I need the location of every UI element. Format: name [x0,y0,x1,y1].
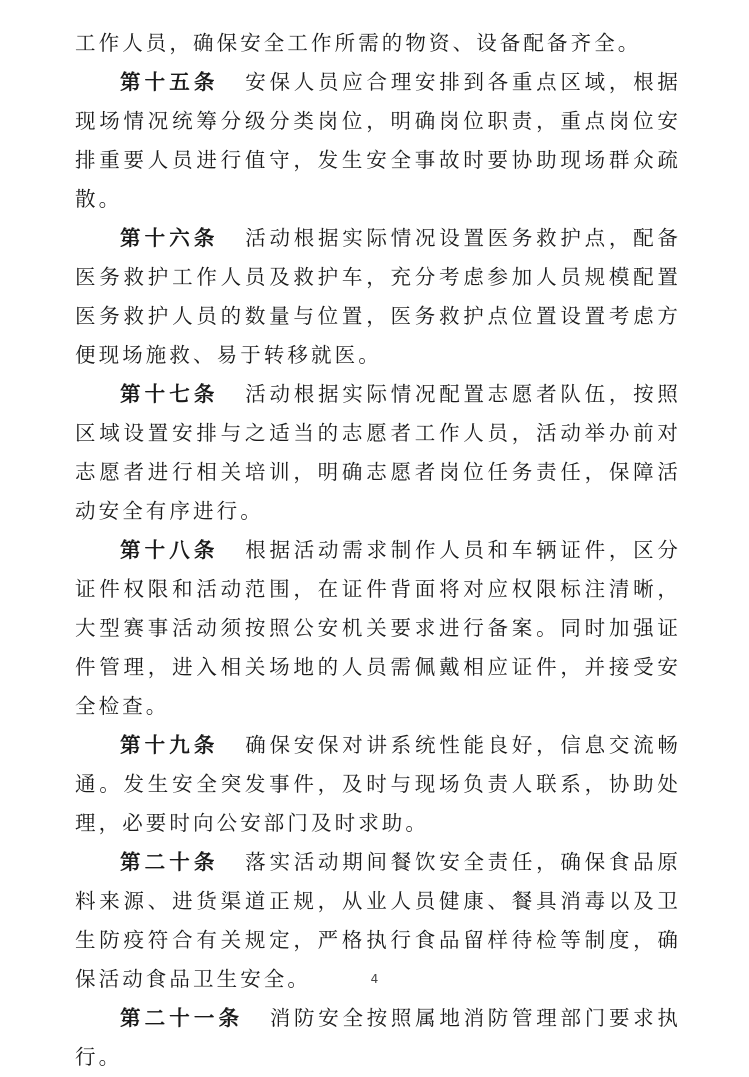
article-18 [75,531,681,726]
article-number: 第十九条 [120,733,219,757]
article-text: 确保安保对讲系统性能良好，信息交流畅通。发生安全突发事件，及时与现场负责人联系，协助处理，必要时向公安部门及时求助。 [75,733,682,835]
article-text: 活动根据实际情况设置医务救护点，配备医务救护工作人员及救护车，充分考虑参加人员规模配置医务救护人员的数量与位置，医务救护点位置设置考虑方便现场施救、易于转移就医。 [75,226,682,367]
article-19 [75,726,681,843]
article-21 [75,999,681,1077]
article-number: 第二十一条 [120,1006,244,1030]
article-text: 安保人员应合理安排到各重点区域，根据现场情况统筹分级分类岗位，明确岗位职责，重点岗位安排重要人员进行值守，发生安全事故时要协助现场群众疏散。 [75,70,682,211]
article-text: 消防安全按照属地消防管理部门要求执行。 [75,1006,682,1069]
article-number: 第十五条 [120,70,219,94]
document-body [75,24,681,1077]
article-17 [75,375,681,531]
article-15 [75,63,681,219]
article-text: 活动根据实际情况配置志愿者队伍，按照区域设置安排与之适当的志愿者工作人员，活动举办前对志愿者进行相关培训，明确志愿者岗位任务责任，保障活动安全有序进行。 [75,382,682,523]
paragraph-text: 工作人员，确保安全工作所需的物资、设备配备齐全。 [75,31,642,55]
article-number: 第十六条 [120,226,219,250]
article-number: 第十八条 [120,538,219,562]
paragraph-continued [75,24,681,63]
page-number: 4 [370,972,379,986]
article-16 [75,219,681,375]
article-number: 第十七条 [120,382,219,406]
article-text: 根据活动需求制作人员和车辆证件，区分证件权限和活动范围，在证件背面将对应权限标注清晰，大型赛事活动须按照公安机关要求进行备案。同时加强证件管理，进入相关场地的人员需佩戴相应证件，并接受安全检查。 [75,538,682,718]
article-text: 落实活动期间餐饮安全责任，确保食品原料来源、进货渠道正规，从业人员健康、餐具消毒以及卫生防疫符合有关规定，严格执行食品留样待检等制度，确保活动食品卫生安全。 [75,850,682,991]
article-number: 第二十条 [120,850,219,874]
